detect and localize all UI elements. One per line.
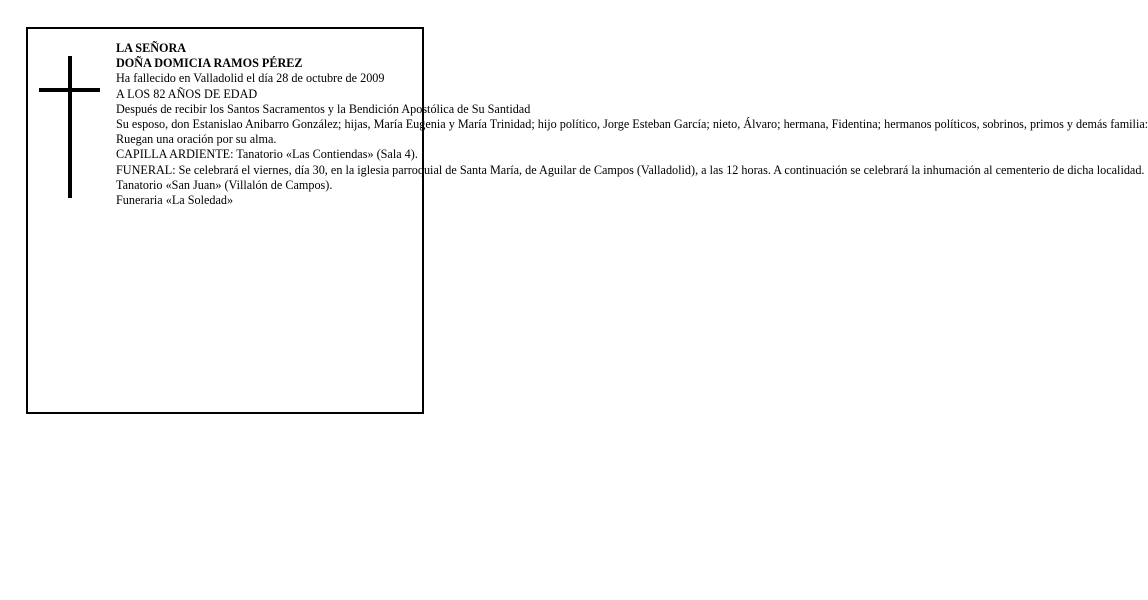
prayer-text: Ruegan una oración por su alma. bbox=[116, 132, 277, 147]
family-text: Su esposo, don Estanislao Anibarro González; hijas, María Eugenia y María Trinidad; hijo político, Jorge Esteban García; nieto, Álvaro; hermana, Fidentina; hermanos políticos, sobrinos, primos y demás familia: bbox=[116, 117, 1148, 132]
funeral-text: FUNERAL: Se celebrará el viernes, día 30, en la iglesia parroquial de Santa María, de Aguilar de Campos (Valladolid), a las 12 horas. A continuación se celebrará la inhumación al cementerio de dicha localidad. bbox=[116, 162, 1145, 177]
tanatorio-text: Tanatorio «San Juan» (Villalón de Campos). bbox=[116, 177, 333, 192]
sacraments-text: Después de recibir los Santos Sacramentos y la Bendición Apostólica de Su Santidad bbox=[116, 101, 531, 116]
deceased-name: DOÑA DOMICIA RAMOS PÉREZ bbox=[116, 56, 303, 71]
obituary-notice bbox=[26, 27, 1148, 414]
notice-text bbox=[116, 41, 1148, 208]
death-line: Ha fallecido en Valladolid el día 28 de octubre de 2009 bbox=[116, 71, 385, 86]
cross-icon-vertical bbox=[68, 56, 72, 198]
age-line: A LOS 82 AÑOS DE EDAD bbox=[116, 86, 258, 101]
notice-title: LA SEÑORA bbox=[116, 41, 187, 55]
chapel-text: CAPILLA ARDIENTE: Tanatorio «Las Contiendas» (Sala 4). bbox=[116, 147, 418, 162]
funeraria-text: Funeraria «La Soledad» bbox=[116, 193, 234, 208]
cross-icon-horizontal bbox=[39, 88, 100, 92]
